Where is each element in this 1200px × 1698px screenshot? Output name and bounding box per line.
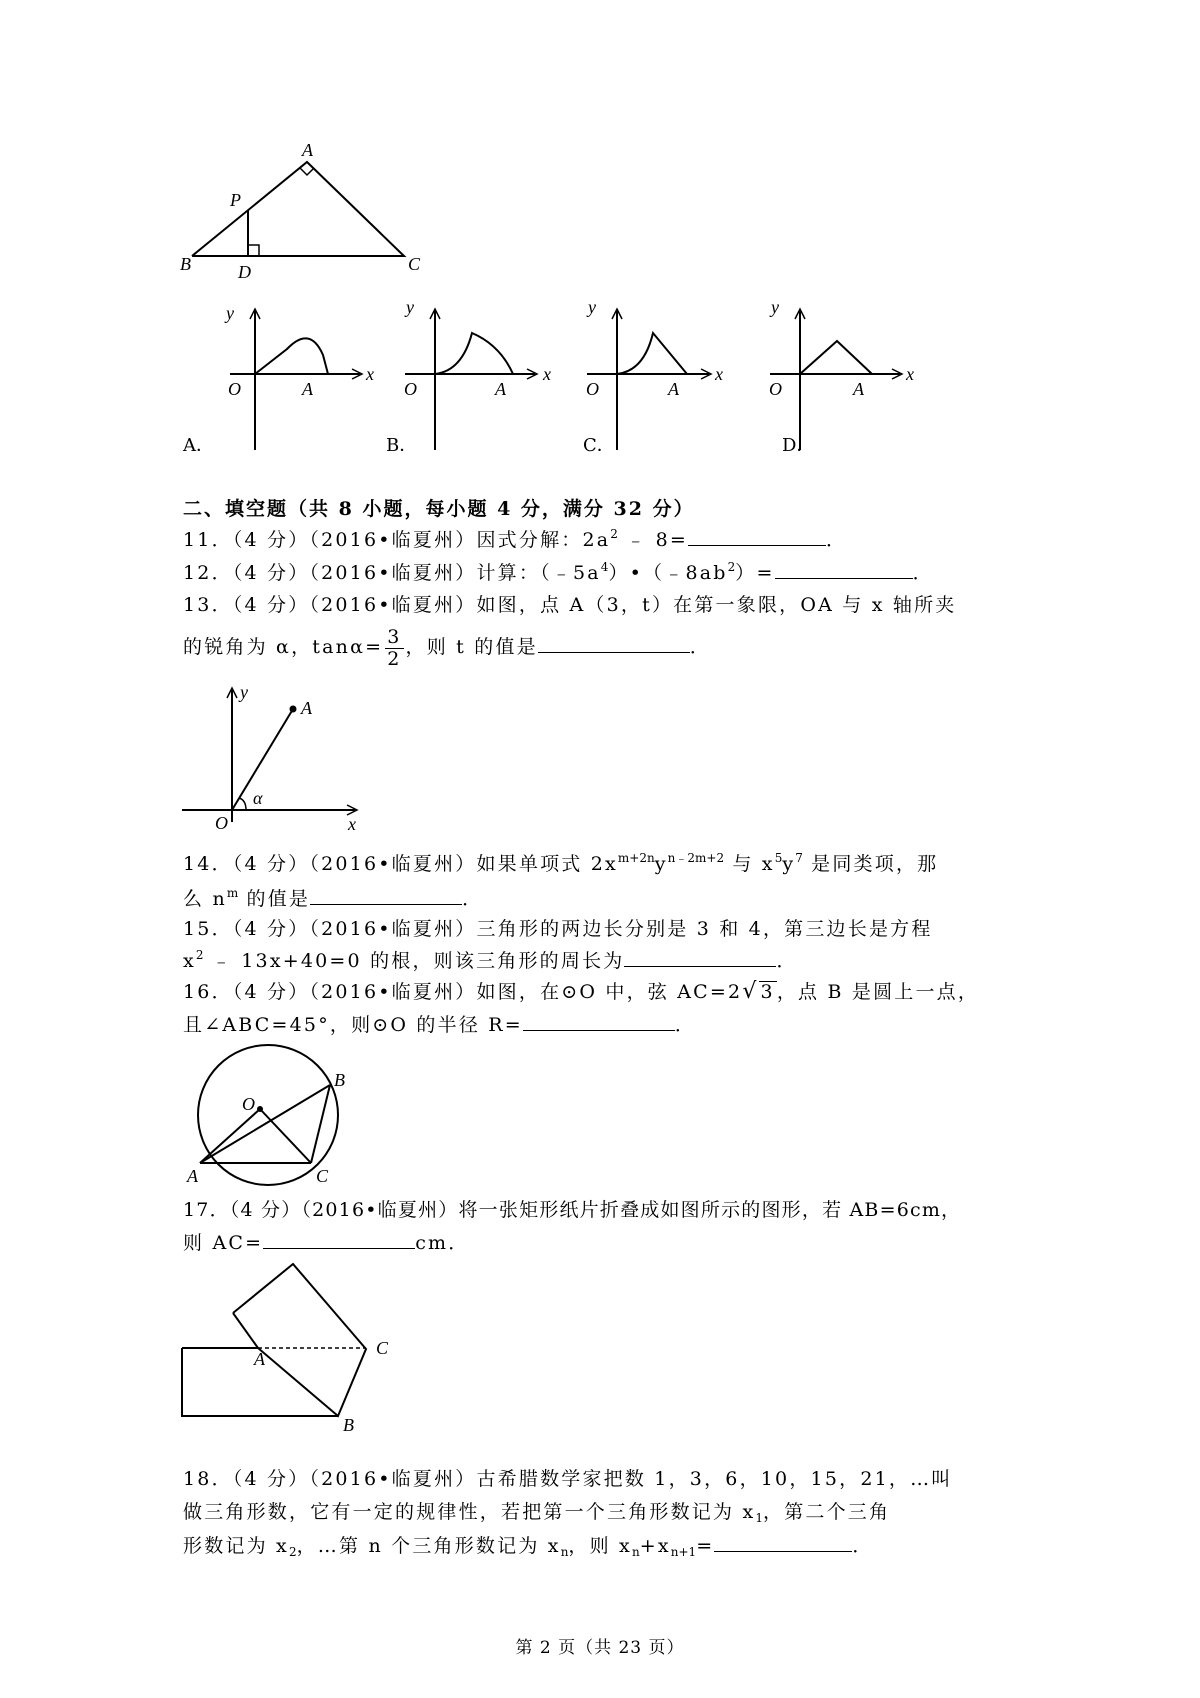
answer-blank-15[interactable] xyxy=(624,948,776,967)
svg-text:x: x xyxy=(366,364,374,384)
question-17-line-2: 则 AC= cm． xyxy=(183,1232,470,1254)
svg-text:O: O xyxy=(215,813,228,833)
svg-text:x: x xyxy=(715,364,723,384)
option-graph-b xyxy=(400,297,570,455)
svg-text:y: y xyxy=(226,303,234,323)
folded-paper-figure-q17 xyxy=(180,1262,410,1435)
svg-text:O: O xyxy=(228,379,241,399)
question-16-line-1: 16．（4 分）（2016•临夏州）如图，在⊙O 中，弦 AC=2√ 3 ，点 B 是圆上一点， xyxy=(183,979,980,1004)
svg-text:O: O xyxy=(586,379,599,399)
svg-text:A: A xyxy=(254,1349,265,1369)
option-b-label: B． xyxy=(386,435,418,456)
question-13-line-1: 13．（4 分）（2016•临夏州）如图，点 A（3，t）在第一象限，OA 与 x 轴所夹 xyxy=(183,594,957,616)
svg-text:α: α xyxy=(253,788,263,808)
answer-blank-18[interactable] xyxy=(714,1533,852,1552)
option-d-label: D． xyxy=(782,435,815,456)
question-15-line-2: $x^2$ ﹣ 13x+40=0 的根，则该三角形的周长为 ． xyxy=(183,948,798,972)
label-A: A xyxy=(302,140,313,160)
svg-text:x: x xyxy=(906,364,914,384)
question-18-line-1: 18．（4 分）（2016•临夏州）古希腊数学家把数 1，3，6，10，15，21，…叫 xyxy=(183,1468,953,1490)
page-footer: 第 2 页（共 23 页） xyxy=(515,1638,685,1658)
svg-text:O: O xyxy=(769,379,782,399)
svg-text:y: y xyxy=(240,682,248,702)
svg-text:x: x xyxy=(543,364,551,384)
svg-text:A: A xyxy=(853,379,864,399)
answer-blank-11[interactable] xyxy=(688,527,826,546)
answer-blank-14[interactable] xyxy=(310,886,462,905)
fraction-three-halves: $\frac{3}{2}$ xyxy=(387,625,402,670)
answer-blank-16[interactable] xyxy=(523,1012,675,1031)
svg-text:O: O xyxy=(242,1094,255,1114)
question-18-line-2: 做三角形数，它有一定的规律性，若把第一个三角形数记为 $x_1$，第二个三角 xyxy=(183,1501,891,1525)
svg-text:A: A xyxy=(495,379,506,399)
question-12: 12．（4 分）（2016•临夏州）计算：$(﹣5a^4)•(﹣8ab^2)=$ ． xyxy=(183,560,934,584)
question-14-line-2: 么 $n^m$ 的值是 ． xyxy=(183,886,484,910)
question-13-line-2: 的锐角为 α，tanα= $\frac{3}{2}$ ，则 t 的值是 ． xyxy=(183,625,712,670)
question-16-line-2: 且∠ABC=45°，则⊙O 的半径 R= ． xyxy=(183,1014,697,1036)
triangle-figure xyxy=(180,140,440,290)
label-D: D xyxy=(238,262,251,282)
option-c-label: C． xyxy=(583,435,615,456)
label-P: P xyxy=(230,190,241,210)
question-11: 11．（4 分）（2016•临夏州）因式分解：$2a^2$ ﹣ 8= ． xyxy=(183,527,848,551)
question-14-line-1: 14．（4 分）（2016•临夏州）如果单项式 $2x^{m+2n}y^{n﹣2m+2}$ 与 $x^5y^7$ 是同类项，那 xyxy=(183,851,939,875)
question-15-line-1: 15．（4 分）（2016•临夏州）三角形的两边长分别是 3 和 4，第三边长是方程 xyxy=(183,918,933,940)
svg-text:C: C xyxy=(316,1166,329,1186)
svg-text:y: y xyxy=(406,297,414,317)
label-B: B xyxy=(180,254,191,274)
question-18-line-3: 形数记为 $x_2$，…第 n 个三角形数记为 $x_n$，则 $x_n+x_{n+1}=$ ． xyxy=(183,1535,874,1559)
svg-text:y: y xyxy=(588,297,596,317)
question-17-line-1: 17．（4 分）（2016•临夏州）将一张矩形纸片折叠成如图所示的图形，若 AB=6cm， xyxy=(183,1199,962,1221)
option-graph-a xyxy=(220,305,390,455)
svg-text:C: C xyxy=(376,1338,389,1358)
section-heading: 二、填空题（共 8 小题，每小题 4 分，满分 32 分） xyxy=(183,498,695,520)
svg-text:A: A xyxy=(668,379,679,399)
option-a-label: A． xyxy=(183,435,214,456)
label-C: C xyxy=(408,254,421,274)
svg-text:A: A xyxy=(301,698,312,718)
svg-text:A: A xyxy=(187,1166,198,1186)
svg-text:x: x xyxy=(348,814,356,834)
circle-figure-q16 xyxy=(180,1048,380,1188)
answer-blank-17[interactable] xyxy=(263,1230,415,1249)
svg-text:A: A xyxy=(302,379,313,399)
answer-blank-13[interactable] xyxy=(538,634,690,653)
svg-text:B: B xyxy=(334,1070,345,1090)
svg-text:O: O xyxy=(404,379,417,399)
svg-text:B: B xyxy=(343,1415,354,1435)
svg-text:y: y xyxy=(771,297,779,317)
answer-blank-12[interactable] xyxy=(775,560,913,579)
coordinate-figure-q13 xyxy=(180,682,380,832)
